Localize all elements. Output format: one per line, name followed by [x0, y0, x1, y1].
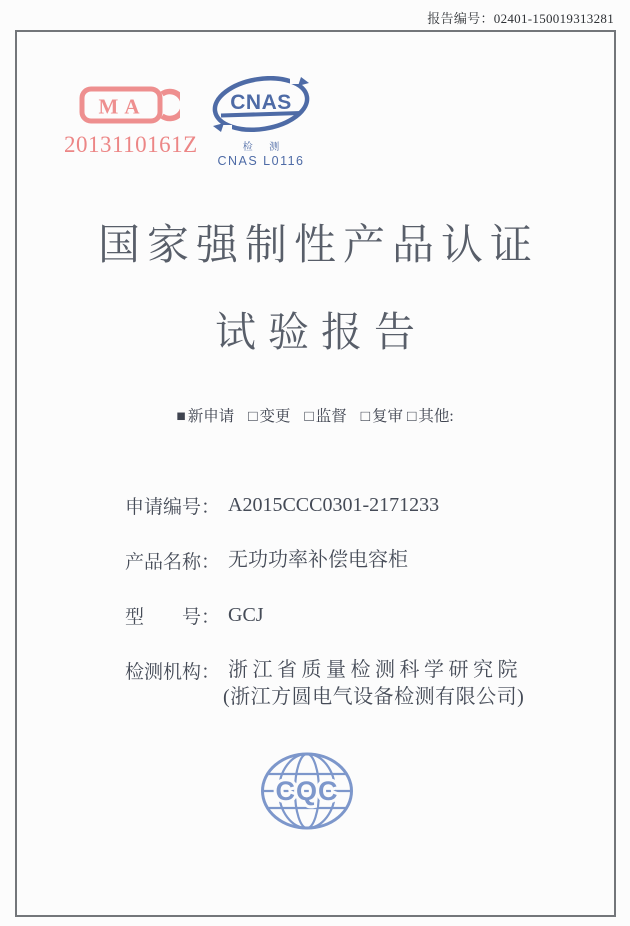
test-org-line1: 浙江省质量检测科学研究院: [228, 659, 522, 681]
option-label: 新申请: [187, 408, 235, 425]
cqc-letters: CQC: [275, 776, 339, 806]
cqc-logo-icon: [259, 751, 355, 831]
field-product-name: [125, 547, 595, 574]
checkbox-checked-icon: ■: [176, 408, 186, 425]
checkbox-empty-icon: □: [360, 408, 371, 425]
cma-letters: MA: [98, 94, 146, 119]
field-value: GCJ: [228, 604, 264, 626]
report-number-value: 02401-150019313281: [493, 11, 614, 26]
report-number: [427, 8, 614, 27]
option-label: 监督: [315, 408, 347, 425]
field-label: 检测机构：: [125, 662, 221, 683]
report-number-label: 报告编号：: [427, 11, 494, 26]
field-model: [125, 602, 595, 629]
field-value: A2015CCC0301-2171233: [228, 494, 440, 516]
checkbox-empty-icon: □: [304, 408, 314, 425]
field-application-no: [125, 492, 595, 519]
field-test-org: [125, 657, 595, 711]
cma-certificate-number: 2013110161Z: [64, 132, 198, 157]
application-type-option-change: [248, 408, 290, 425]
cnas-logo-block: [208, 76, 314, 168]
report-title-line2: 试验报告: [215, 309, 427, 355]
option-label: 变更: [259, 408, 291, 425]
cnas-caption: 检 测: [242, 142, 287, 153]
checkbox-empty-icon: □: [248, 408, 258, 425]
field-value: 无功功率补偿电容柜: [228, 549, 408, 571]
option-label: 复审: [372, 408, 404, 425]
report-fields: [125, 492, 595, 739]
field-value: [223, 657, 525, 711]
cnas-letters: CNAS: [230, 91, 292, 114]
field-label: 型 号：: [125, 607, 221, 628]
cnas-accreditation-number: CNAS L0116: [217, 154, 305, 168]
cma-logo-icon: [78, 85, 180, 125]
application-type-option-review: [361, 408, 403, 425]
checkbox-empty-icon: □: [406, 408, 417, 425]
application-type-row: [0, 404, 630, 426]
application-type-option-other: [407, 408, 454, 425]
report-title-line1: 国家强制性产品认证: [97, 223, 539, 269]
field-label: 申请编号：: [125, 497, 221, 518]
application-type-option-supervision: [304, 408, 346, 425]
field-label: 产品名称：: [125, 552, 221, 573]
application-type-option-new: [176, 408, 234, 425]
option-label: 其他:: [418, 408, 454, 425]
cma-logo-block: [64, 85, 198, 158]
cnas-logo-icon: [211, 76, 311, 134]
test-org-line2: (浙江方圆电气设备检测有限公司): [223, 686, 525, 708]
